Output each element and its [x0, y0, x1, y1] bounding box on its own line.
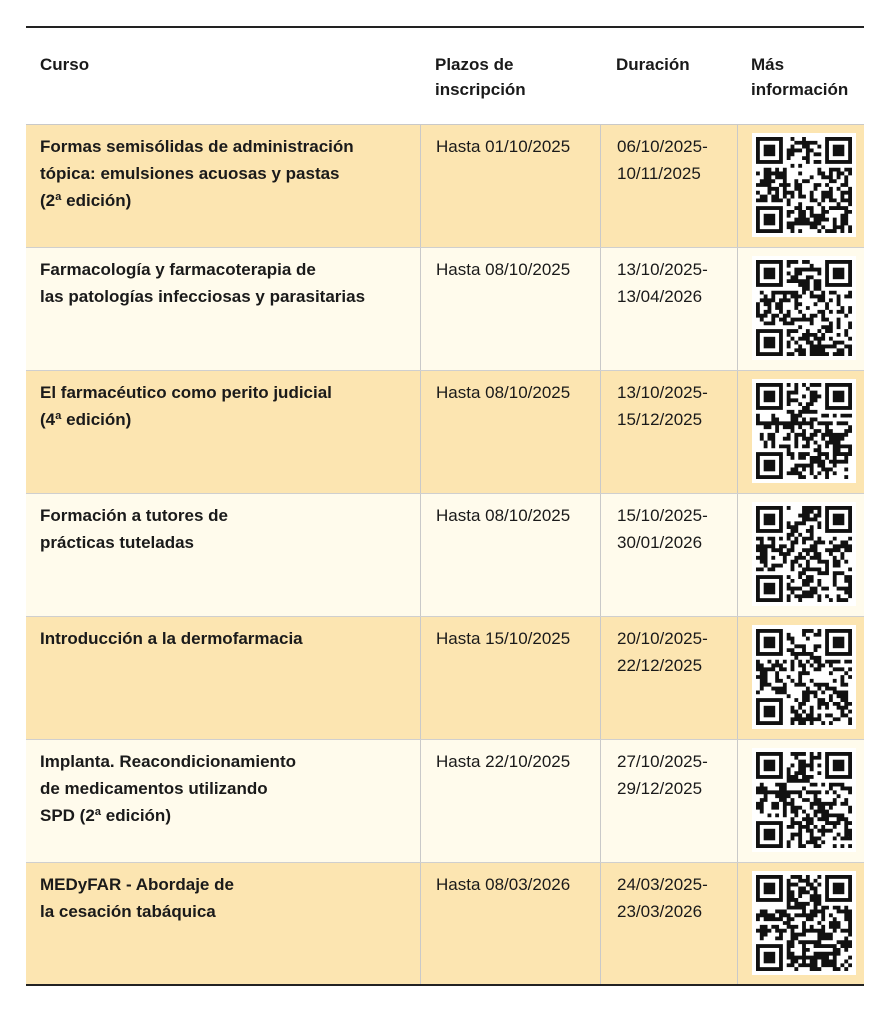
duration-line: 10/11/2025 — [617, 164, 701, 183]
duration-line: 27/10/2025- — [617, 752, 708, 771]
table-row — [26, 371, 864, 494]
duration-line: 30/01/2026 — [617, 533, 703, 552]
table-row — [26, 740, 864, 863]
enrollment-deadline: Hasta 08/10/2025 — [420, 371, 600, 493]
course-name-line: El farmacéutico como perito judicial — [40, 383, 332, 402]
qr-code-icon[interactable] — [752, 502, 856, 606]
duration-line: 29/12/2025 — [617, 779, 703, 798]
course-name-line: Formas semisólidas de administración — [40, 137, 354, 156]
enrollment-deadline: Hasta 08/10/2025 — [420, 248, 600, 370]
qr-code-graphic — [756, 383, 852, 479]
header-enrollment — [420, 28, 600, 124]
course-name-line: (4ª edición) — [40, 410, 132, 429]
enrollment-deadline: Hasta 22/10/2025 — [420, 740, 600, 862]
qr-code-graphic — [756, 137, 852, 233]
course-duration — [600, 371, 737, 493]
course-name-line: Formación a tutores de — [40, 506, 228, 525]
course-name — [26, 248, 420, 370]
course-duration — [600, 863, 737, 984]
course-duration — [600, 125, 737, 247]
qr-code-graphic — [756, 875, 852, 971]
qr-code-icon[interactable] — [752, 133, 856, 237]
header-enrollment-line: inscripción — [435, 80, 526, 99]
duration-line: 13/10/2025- — [617, 260, 708, 279]
header-info-line: información — [751, 80, 849, 99]
course-name — [26, 617, 420, 739]
qr-code-graphic — [756, 506, 852, 602]
enrollment-deadline: Hasta 15/10/2025 — [420, 617, 600, 739]
course-name-line: SPD (2ª edición) — [40, 806, 171, 825]
table-row — [26, 248, 864, 371]
table-row — [26, 494, 864, 617]
table-header — [26, 28, 864, 125]
more-info — [737, 371, 864, 493]
course-name-line: Introducción a la dermofarmacia — [40, 629, 303, 648]
course-name — [26, 740, 420, 862]
course-name-line: de medicamentos utilizando — [40, 779, 268, 798]
duration-line: 20/10/2025- — [617, 629, 708, 648]
table-row — [26, 863, 864, 984]
more-info — [737, 494, 864, 616]
enrollment-deadline: Hasta 08/10/2025 — [420, 494, 600, 616]
table-row — [26, 617, 864, 740]
course-name-line: prácticas tuteladas — [40, 533, 195, 552]
table-body — [26, 125, 864, 984]
qr-code-graphic — [756, 260, 852, 356]
qr-code-icon[interactable] — [752, 256, 856, 360]
enrollment-deadline: Hasta 01/10/2025 — [420, 125, 600, 247]
course-duration — [600, 740, 737, 862]
course-duration — [600, 494, 737, 616]
header-info-line: Más — [751, 55, 785, 74]
duration-line: 15/12/2025 — [617, 410, 703, 429]
course-name-line: tópica: emulsiones acuosas y pastas — [40, 164, 340, 183]
course-name-line: MEDyFAR - Abordaje de — [40, 875, 234, 894]
course-name — [26, 125, 420, 247]
course-duration — [600, 617, 737, 739]
qr-code-icon[interactable] — [752, 871, 856, 975]
course-name — [26, 494, 420, 616]
duration-line: 23/03/2026 — [617, 902, 703, 921]
course-duration — [600, 248, 737, 370]
course-name — [26, 863, 420, 984]
more-info — [737, 617, 864, 739]
header-duration: Duración — [616, 55, 690, 74]
course-name-line: las patologías infecciosas y parasitarias — [40, 287, 366, 306]
duration-line: 15/10/2025- — [617, 506, 708, 525]
qr-code-graphic — [756, 629, 852, 725]
qr-code-icon[interactable] — [752, 748, 856, 852]
duration-line: 13/04/2026 — [617, 287, 703, 306]
duration-line: 06/10/2025- — [617, 137, 708, 156]
enrollment-deadline: Hasta 08/03/2026 — [420, 863, 600, 984]
course-name-line: la cesación tabáquica — [40, 902, 216, 921]
qr-code-icon[interactable] — [752, 625, 856, 729]
course-name-line: Implanta. Reacondicionamiento — [40, 752, 296, 771]
more-info — [737, 125, 864, 247]
table-row — [26, 125, 864, 248]
course-name-line: Farmacología y farmacoterapia de — [40, 260, 316, 279]
duration-line: 22/12/2025 — [617, 656, 703, 675]
courses-table — [26, 26, 864, 986]
header-info — [737, 28, 864, 124]
course-name — [26, 371, 420, 493]
course-name-line: (2ª edición) — [40, 191, 132, 210]
duration-line: 24/03/2025- — [617, 875, 708, 894]
more-info — [737, 248, 864, 370]
header-enrollment-line: Plazos de — [435, 55, 514, 74]
more-info — [737, 863, 864, 984]
header-course: Curso — [40, 55, 90, 74]
more-info — [737, 740, 864, 862]
qr-code-icon[interactable] — [752, 379, 856, 483]
duration-line: 13/10/2025- — [617, 383, 708, 402]
qr-code-graphic — [756, 752, 852, 848]
